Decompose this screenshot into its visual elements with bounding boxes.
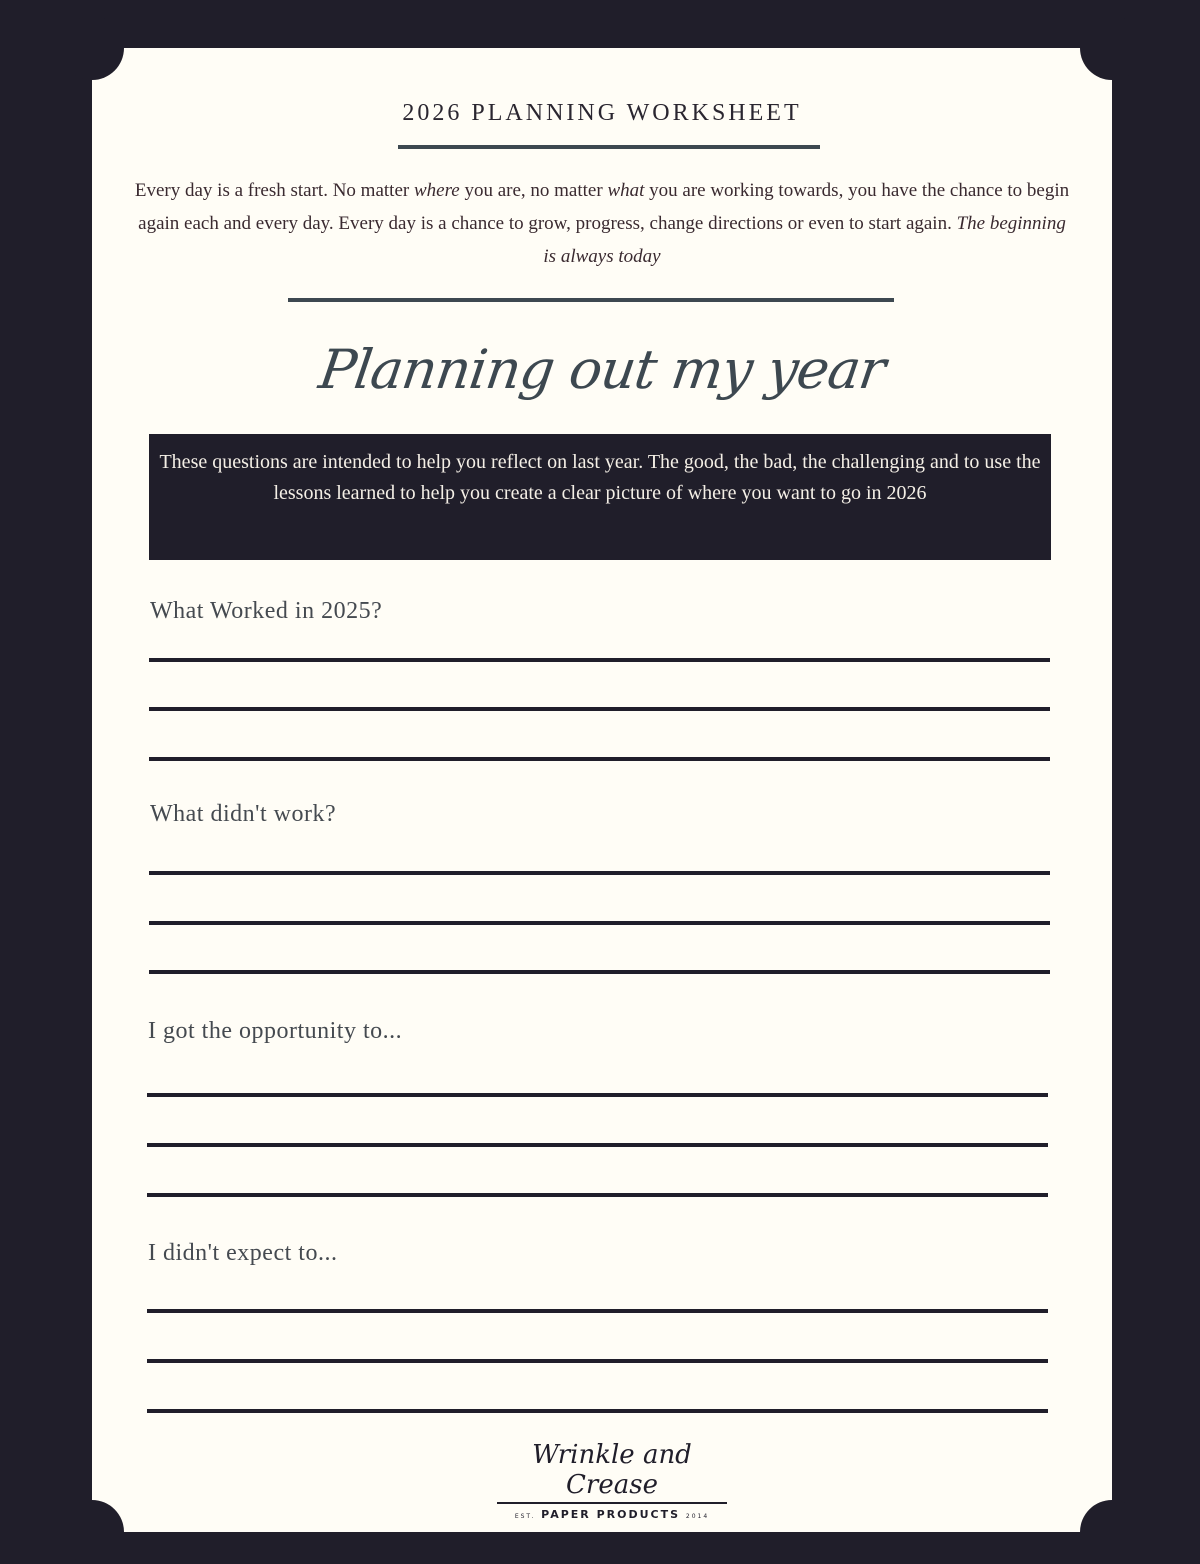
page-title: 2026 PLANNING WORKSHEET (402, 100, 802, 126)
corner-notch (1080, 16, 1144, 80)
logo-underline (497, 1502, 727, 1504)
script-heading: Planning out my year (315, 338, 889, 401)
worksheet-page (92, 48, 1112, 1532)
divider (288, 298, 894, 302)
question-label: What Worked in 2025? (150, 598, 383, 624)
logo-script: Wrinkle and Crease (532, 1440, 692, 1500)
corner-notch (60, 1500, 124, 1564)
answer-line[interactable] (149, 757, 1050, 761)
answer-line[interactable] (147, 1093, 1048, 1097)
question-label: I got the opportunity to... (148, 1018, 403, 1044)
answer-line[interactable] (149, 658, 1050, 662)
answer-line[interactable] (149, 707, 1050, 711)
answer-line[interactable] (149, 921, 1050, 925)
answer-line[interactable] (149, 871, 1050, 875)
answer-line[interactable] (147, 1143, 1048, 1147)
answer-line[interactable] (147, 1409, 1048, 1413)
corner-notch (1080, 1500, 1144, 1564)
answer-line[interactable] (147, 1193, 1048, 1197)
answer-line[interactable] (147, 1309, 1048, 1313)
answer-line[interactable] (147, 1359, 1048, 1363)
question-label: I didn't expect to... (148, 1240, 338, 1266)
divider (398, 145, 820, 149)
question-label: What didn't work? (150, 801, 337, 827)
corner-notch (60, 16, 124, 80)
brand-logo (492, 1440, 732, 1521)
intro-paragraph: Every day is a fresh start. No matter where you are, no matter what you are working towards, you have the chance to begin again each and every day. Every day is a chance to grow, progress, change directions or even to start again. The beginning is always today (134, 180, 1070, 267)
answer-line[interactable] (149, 970, 1050, 974)
logo-tagline: EST. PAPER PRODUCTS 2014 (514, 1508, 710, 1521)
instructions-box: These questions are intended to help you reflect on last year. The good, the bad, the challenging and to use the lessons learned to help you create a clear picture of where you want to go in 2026 (149, 434, 1051, 560)
